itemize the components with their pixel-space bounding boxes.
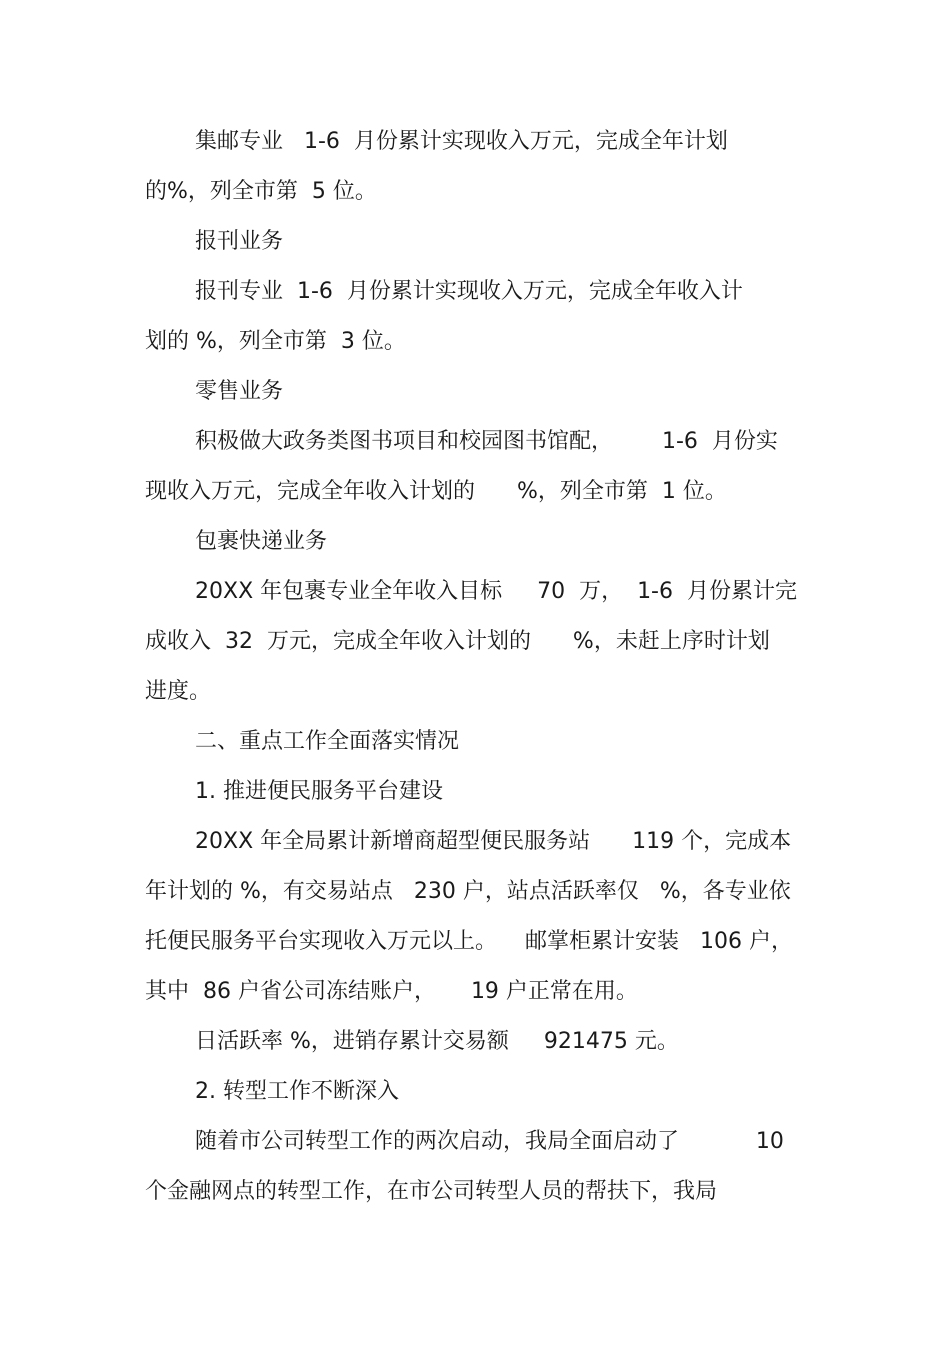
paragraph-line: 个金融网点的转型工作，在市公司转型人员的帮扶下，我局 — [145, 1179, 718, 1204]
subsection-heading: 2. 转型工作不断深入 — [195, 1079, 399, 1104]
paragraph-line: 20XX 年包裹专业全年收入目标 70 万， 1-6 月份累计完 — [195, 579, 797, 604]
paragraph-line: 其中 86 户省公司冻结账户， 19 户正常在用。 — [145, 979, 638, 1004]
paragraph-line: 成收入 32 万元，完成全年收入计划的 %，未赶上序时计划 — [145, 629, 770, 654]
section-heading: 零售业务 — [195, 379, 284, 404]
section-heading: 报刊业务 — [195, 229, 284, 254]
paragraph-line: 现收入万元，完成全年收入计划的 %，列全市第 1 位。 — [145, 479, 727, 504]
paragraph-line: 划的 %，列全市第 3 位。 — [145, 329, 406, 354]
paragraph-line: 随着市公司转型工作的两次启动，我局全面启动了 10 — [195, 1129, 784, 1154]
paragraph-line: 进度。 — [145, 679, 212, 704]
paragraph-line: 20XX 年全局累计新增商超型便民服务站 119 个，完成本 — [195, 829, 792, 854]
subsection-heading: 1. 推进便民服务平台建设 — [195, 779, 443, 804]
paragraph-line: 托便民服务平台实现收入万元以上。 邮掌柜累计安装 106 户， — [145, 929, 793, 954]
paragraph-line: 的%，列全市第 5 位。 — [145, 179, 377, 204]
section-heading: 包裹快递业务 — [195, 529, 328, 554]
paragraph-line: 集邮专业 1-6 月份累计实现收入万元，完成全年计划 — [195, 129, 728, 154]
paragraph-line: 积极做大政务类图书项目和校园图书馆配， 1-6 月份实 — [195, 429, 778, 454]
section-heading: 二、重点工作全面落实情况 — [195, 729, 460, 754]
paragraph-line: 报刊专业 1-6 月份累计实现收入万元，完成全年收入计 — [195, 279, 743, 304]
paragraph-line: 年计划的 %，有交易站点 230 户，站点活跃率仅 %，各专业依 — [145, 879, 791, 904]
paragraph-line: 日活跃率 %，进销存累计交易额 921475 元。 — [195, 1029, 679, 1054]
